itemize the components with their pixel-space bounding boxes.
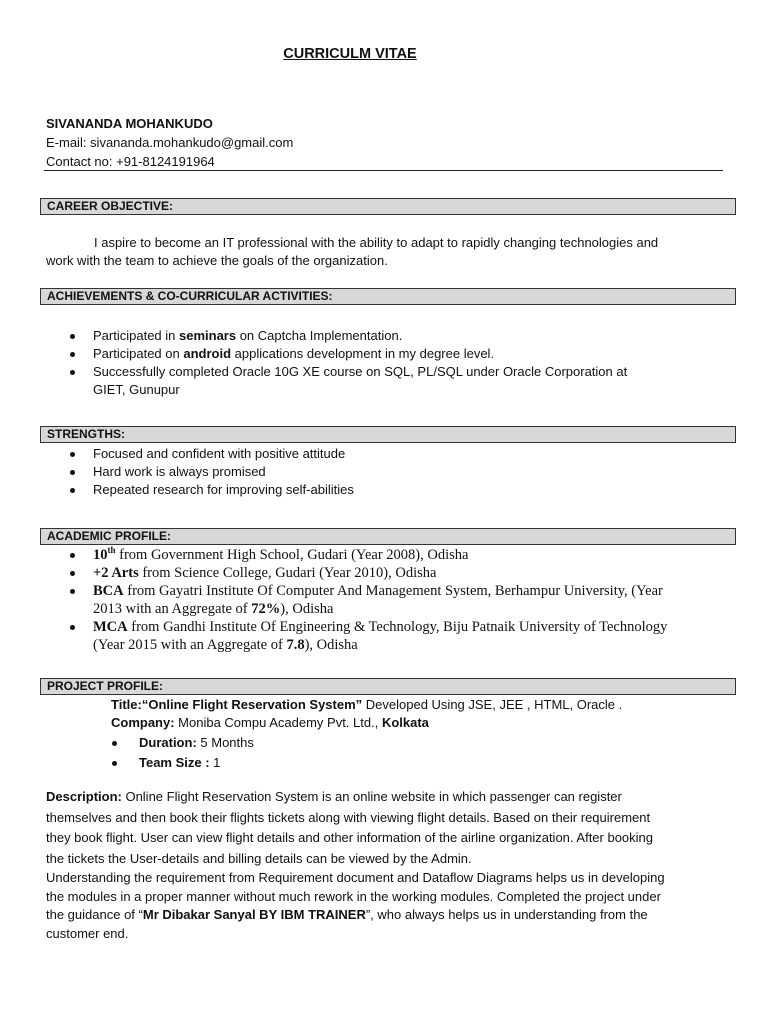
project-company-line: Company: Moniba Compu Academy Pvt. Ltd., Kolkata bbox=[111, 715, 429, 730]
project-title-line: Title:“Online Flight Reservation System” Developed Using JSE, JEE , HTML, Oracle . bbox=[111, 697, 623, 712]
candidate-name: SIVANANDA MOHANKUDO bbox=[46, 116, 213, 131]
list-item: MCA from Gandhi Institute Of Engineering & Technology, Biju Patnaik University of Technology (Year 2015 with an Aggregate of 7.8), Odisha bbox=[46, 618, 706, 654]
list-item: Participated in seminars on Captcha Implementation. bbox=[46, 327, 706, 345]
list-item: +2 Arts from Science College, Gudari (Year 2010), Odisha bbox=[46, 564, 706, 582]
section-project-profile: PROJECT PROFILE: bbox=[40, 678, 736, 695]
achievements-list bbox=[46, 327, 706, 399]
list-item: Hard work is always promised bbox=[46, 463, 706, 481]
contact-header bbox=[46, 115, 293, 172]
academic-list bbox=[46, 546, 706, 654]
list-item: 10th from Government High School, Gudari (Year 2008), Odisha bbox=[46, 546, 706, 564]
section-achievements: ACHIEVEMENTS & CO-CURRICULAR ACTIVITIES: bbox=[40, 288, 736, 305]
list-item: Duration: 5 Months bbox=[46, 734, 706, 754]
document-title: CURRICULM VITAE bbox=[283, 46, 417, 62]
list-item: Repeated research for improving self-abilities bbox=[46, 481, 706, 499]
section-academic-profile: ACADEMIC PROFILE: bbox=[40, 528, 736, 545]
email-line: E-mail: sivananda.mohankudo@gmail.com bbox=[46, 135, 294, 150]
list-item: Successfully completed Oracle 10G XE course on SQL, PL/SQL under Oracle Corporation at GIET, Gunupur bbox=[46, 363, 706, 399]
section-career-objective: CAREER OBJECTIVE: bbox=[40, 198, 736, 215]
list-item: BCA from Gayatri Institute Of Computer And Management System, Berhampur University, (Year 2013 with an Aggregate of 72%), Odisha bbox=[46, 582, 706, 618]
project-description: Description: Online Flight Reservation System is an online website in which passenger can register themselves and then book their flights tickets along with viewing flight details. Based on their requirement they book flight. User can view flight details and other information of the airline organization. After booking the tickets the User-details and billing details can be viewed by the Admin. Understanding the requirement from Requirement document and Dataflow Diagrams helps us in developing the modules in a proper manner without much rework in the working modules. Completed the project under the guidance of “Mr Dibakar Sanyal BY IBM TRAINER”, who always helps us in understanding from the customer end. bbox=[46, 789, 665, 941]
career-objective-text: I aspire to become an IT professional with the ability to adapt to rapidly changing technologies and work with the team to achieve the goals of the organization. bbox=[46, 235, 659, 268]
list-item: Focused and confident with positive attitude bbox=[46, 445, 706, 463]
project-details-list bbox=[46, 734, 706, 774]
header-divider bbox=[44, 170, 723, 171]
list-item: Participated on android applications development in my degree level. bbox=[46, 345, 706, 363]
list-item: Team Size : 1 bbox=[46, 754, 706, 774]
strengths-list bbox=[46, 445, 706, 499]
contact-line: Contact no: +91-8124191964 bbox=[46, 154, 215, 169]
section-strengths: STRENGTHS: bbox=[40, 426, 736, 443]
